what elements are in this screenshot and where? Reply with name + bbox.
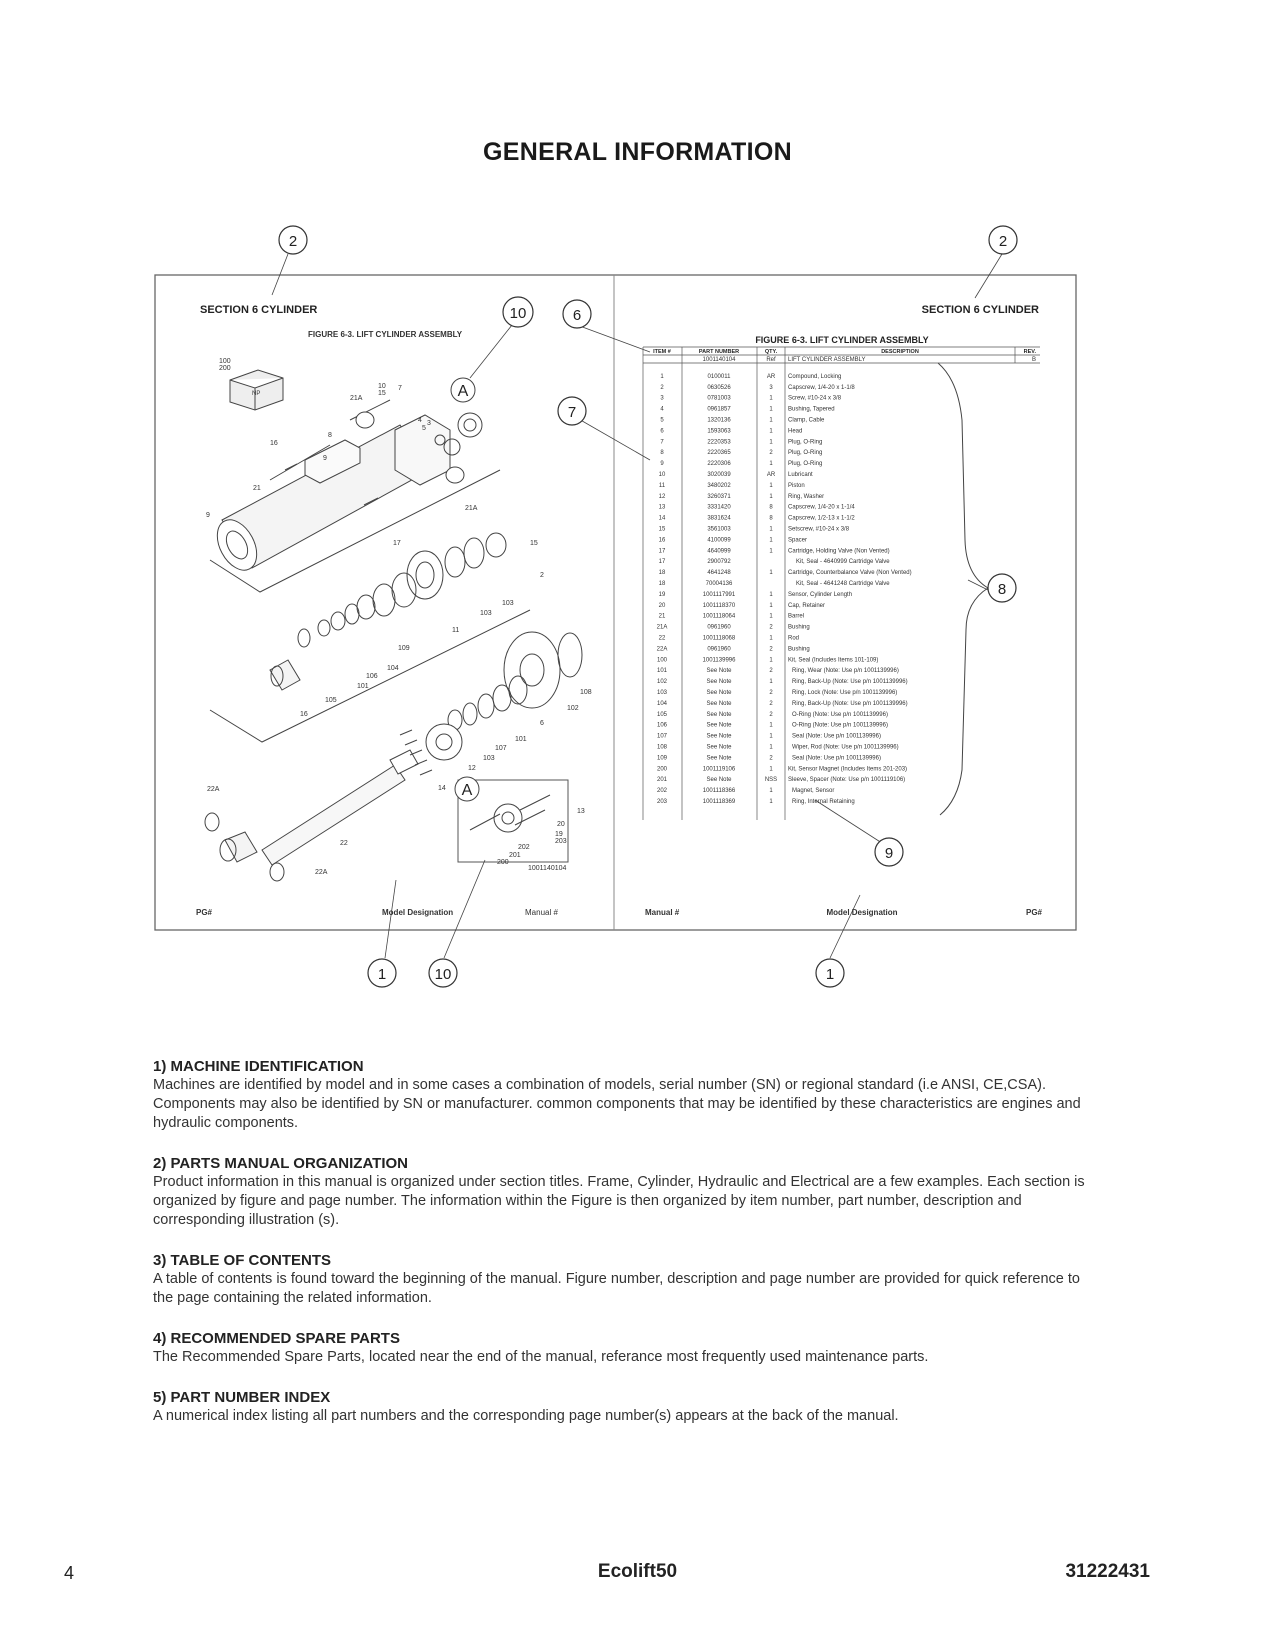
section-heading: 2) PARTS MANUAL ORGANIZATION bbox=[153, 1155, 408, 1172]
table-cell: 0630526 bbox=[707, 384, 731, 391]
table-cell: 1 bbox=[769, 548, 773, 555]
table-header-cell: QTY. bbox=[764, 349, 778, 355]
table-cell: 1001118369 bbox=[702, 799, 736, 805]
table-cell: 1593063 bbox=[707, 428, 731, 435]
table-cell: 1001119106 bbox=[702, 766, 736, 773]
diagram-label: 103 bbox=[502, 600, 514, 607]
diagram-label: 4 bbox=[418, 417, 422, 424]
table-cell: 1 bbox=[769, 482, 773, 489]
left-figure-title: FIGURE 6-3. LIFT CYLINDER ASSEMBLY bbox=[308, 330, 463, 339]
table-cell: Bushing bbox=[788, 624, 810, 631]
table-cell: Ring, Lock (Note: Use p/n 1001139996) bbox=[792, 690, 898, 696]
diagram-label: 13 bbox=[577, 808, 585, 815]
section-parts-manual-organization bbox=[153, 1155, 1103, 1230]
diagram-label: 9 bbox=[323, 455, 327, 462]
table-cell: Kit, Seal - 4641248 Cartridge Valve bbox=[796, 581, 890, 587]
diagram-label: 22 bbox=[340, 840, 348, 847]
diagram-label: 14 bbox=[438, 785, 446, 792]
table-cell: Magnet, Sensor bbox=[792, 788, 835, 795]
table-cell: LIFT CYLINDER ASSEMBLY bbox=[788, 357, 866, 363]
table-cell: 107 bbox=[656, 733, 668, 740]
section-heading: 3) TABLE OF CONTENTS bbox=[153, 1252, 332, 1269]
diagram-label: 3 bbox=[427, 420, 431, 427]
table-cell: 3 bbox=[769, 384, 773, 391]
diagram-label: 202 bbox=[518, 844, 530, 851]
table-cell: See Note bbox=[706, 722, 732, 729]
table-cell: Ring, Back-Up (Note: Use p/n 1001139996) bbox=[792, 700, 908, 707]
right-footer-model: Model Designation bbox=[826, 908, 898, 917]
footer-model: Ecolift50 bbox=[597, 1561, 678, 1582]
diagram-label: 21A bbox=[465, 505, 478, 512]
table-cell: 0961960 bbox=[707, 646, 731, 653]
left-footer-pg: PG# bbox=[196, 908, 213, 917]
table-cell: 2 bbox=[769, 711, 773, 718]
rod-cap-flange bbox=[504, 632, 560, 708]
callout-2-right: 2 bbox=[998, 233, 1008, 250]
table-cell: 1 bbox=[769, 657, 773, 664]
table-cell: Spacer bbox=[788, 537, 808, 544]
table-cell: 15 bbox=[658, 526, 666, 533]
section-body: Machines are identified by model and in some cases a combination of models, serial number (SN) or regional standard (i.e ANSI, CE,CSA). Components may also be identified by SN or manufacturer. common components that may be identified by these characteristics are engines and hydraulic components. bbox=[153, 1077, 1081, 1131]
table-cell: 1001118068 bbox=[702, 635, 736, 642]
table-cell: 0781003 bbox=[707, 395, 731, 402]
diagram-label: 16 bbox=[300, 711, 308, 718]
table-cell: 4 bbox=[660, 406, 664, 413]
diagram-label: 22A bbox=[207, 786, 220, 793]
diagram-label: 8 bbox=[328, 432, 332, 439]
table-cell: O-Ring (Note: Use p/n 1001139996) bbox=[792, 722, 888, 729]
detail-a-label: A bbox=[457, 383, 469, 400]
section-recommended-spare-parts bbox=[153, 1330, 1103, 1367]
table-header-cell: PART NUMBER bbox=[698, 349, 740, 355]
table-cell: 12 bbox=[658, 493, 666, 500]
detail-a-label: A bbox=[461, 782, 473, 799]
diagram-label: 21 bbox=[253, 485, 261, 492]
diagram-label: 201 bbox=[509, 852, 521, 859]
table-cell: 106 bbox=[656, 722, 668, 729]
diagram-label: 15 bbox=[378, 390, 386, 397]
callout-10-top: 10 bbox=[509, 305, 527, 322]
diagram-label: 101 bbox=[357, 683, 369, 690]
table-cell: Rod bbox=[788, 635, 800, 642]
table-cell: 0961857 bbox=[707, 406, 731, 413]
table-cell: 4100099 bbox=[707, 537, 731, 544]
table-cell: 109 bbox=[656, 755, 668, 762]
section-heading: 5) PART NUMBER INDEX bbox=[153, 1389, 331, 1406]
table-cell: Piston bbox=[788, 482, 805, 489]
diagram-label: 200 bbox=[497, 859, 509, 866]
table-cell: 1001118064 bbox=[702, 613, 736, 620]
callout-1-left: 1 bbox=[377, 966, 387, 983]
callout-9: 9 bbox=[884, 845, 894, 862]
table-cell: 104 bbox=[656, 700, 668, 707]
table-cell: 1 bbox=[769, 602, 773, 609]
table-cell: 22A bbox=[656, 646, 668, 653]
table-cell: 8 bbox=[660, 450, 664, 457]
table-cell: Ring, Washer bbox=[788, 493, 825, 500]
diagram-label: 20 bbox=[557, 821, 565, 828]
diagram-label: 21A bbox=[350, 395, 363, 402]
diagram-label: NP bbox=[252, 391, 261, 397]
diagram-label: 11 bbox=[452, 627, 460, 634]
table-cell: 2 bbox=[769, 624, 773, 631]
table-cell: 1 bbox=[769, 428, 773, 435]
callout-6: 6 bbox=[572, 307, 582, 324]
diagram-label: 108 bbox=[580, 689, 592, 696]
table-cell: 108 bbox=[656, 744, 668, 751]
table-cell: 1 bbox=[769, 570, 773, 577]
section-heading: 1) MACHINE IDENTIFICATION bbox=[153, 1058, 364, 1075]
table-cell: See Note bbox=[706, 679, 732, 686]
table-cell: Ring, Internal Retaining bbox=[792, 799, 855, 805]
table-cell: 70004136 bbox=[705, 581, 733, 587]
table-cell: 20 bbox=[658, 602, 666, 609]
table-cell: 1 bbox=[769, 799, 773, 805]
diagram-label: 15 bbox=[530, 540, 538, 547]
table-header-cell: REV. bbox=[1023, 349, 1036, 355]
exploded-cylinder-diagram bbox=[205, 370, 582, 881]
table-cell: B bbox=[1031, 357, 1036, 363]
table-cell: 3480202 bbox=[707, 482, 731, 489]
table-cell: Capscrew, 1/4-20 x 1-1/4 bbox=[788, 504, 855, 511]
table-cell: Seal (Note: Use p/n 1001139996) bbox=[792, 733, 881, 740]
table-cell: See Note bbox=[706, 733, 732, 740]
piston-rod bbox=[262, 765, 405, 865]
table-cell: 1 bbox=[769, 766, 773, 773]
table-cell: 101 bbox=[656, 668, 668, 675]
callout-2-left: 2 bbox=[288, 233, 298, 250]
table-cell: 21 bbox=[658, 613, 666, 620]
table-cell: 1 bbox=[769, 406, 773, 413]
table-cell: See Note bbox=[706, 744, 732, 751]
table-cell: 2220365 bbox=[707, 450, 731, 457]
table-cell: 7 bbox=[660, 439, 664, 446]
table-cell: 100 bbox=[656, 657, 668, 664]
callout-10-bottom: 10 bbox=[434, 966, 452, 983]
table-cell: 14 bbox=[658, 515, 666, 522]
table-cell: 1001117991 bbox=[702, 591, 736, 598]
footer-page-number: 4 bbox=[64, 1563, 75, 1583]
diagram-label: 105 bbox=[325, 697, 337, 704]
diagram-label: 103 bbox=[480, 610, 492, 617]
diagram-label: 103 bbox=[483, 755, 495, 762]
table-cell: 10 bbox=[658, 472, 666, 478]
table-cell: Compound, Locking bbox=[788, 373, 842, 380]
callout-7: 7 bbox=[567, 404, 577, 421]
table-cell: See Note bbox=[706, 700, 732, 707]
table-cell: Ring, Back-Up (Note: Use p/n 1001139996) bbox=[792, 679, 908, 686]
table-cell: 1 bbox=[769, 722, 773, 729]
footer-doc-number: 31222431 bbox=[1065, 1561, 1150, 1582]
table-cell: Head bbox=[788, 428, 803, 435]
table-cell: 2 bbox=[769, 690, 773, 696]
table-cell: See Note bbox=[706, 668, 732, 675]
table-cell: 9 bbox=[660, 461, 664, 468]
table-cell: 2220306 bbox=[707, 461, 731, 468]
table-cell: 3331420 bbox=[707, 504, 731, 511]
table-cell: 1 bbox=[769, 417, 773, 424]
table-cell: 22 bbox=[658, 635, 666, 642]
table-cell: 3561003 bbox=[707, 526, 731, 533]
table-cell: 2 bbox=[769, 668, 773, 675]
diagram-label: 17 bbox=[393, 540, 401, 547]
table-cell: 2220353 bbox=[707, 439, 731, 446]
table-cell: Setscrew, #10-24 x 3/8 bbox=[788, 526, 850, 533]
table-cell: Plug, O-Ring bbox=[788, 450, 823, 457]
table-cell: 2 bbox=[769, 646, 773, 653]
table-cell: AR bbox=[766, 472, 776, 478]
table-cell: 19 bbox=[658, 591, 666, 598]
diagram-label: 5 bbox=[422, 425, 426, 432]
table-cell: 2 bbox=[769, 700, 773, 707]
table-cell: 1 bbox=[769, 635, 773, 642]
table-cell: 1 bbox=[769, 788, 773, 795]
diagram-label: 19 bbox=[555, 831, 563, 838]
description-bracket bbox=[938, 363, 988, 815]
table-cell: 16 bbox=[658, 537, 666, 544]
left-footer-manual: Manual # bbox=[525, 908, 558, 917]
table-cell: Ring, Wear (Note: Use p/n 1001139996) bbox=[792, 668, 899, 675]
diagram-label: 16 bbox=[270, 440, 278, 447]
diagram-label: 6 bbox=[540, 720, 544, 727]
diagram-label: 200 bbox=[219, 365, 231, 372]
table-cell: Kit, Seal (Includes Items 101-109) bbox=[788, 657, 879, 664]
table-cell: See Note bbox=[706, 755, 732, 762]
table-cell: 1001139996 bbox=[702, 657, 736, 664]
table-cell: 0961960 bbox=[707, 624, 731, 631]
table-cell: Lubricant bbox=[788, 472, 813, 478]
diagram-label: 101 bbox=[515, 736, 527, 743]
table-cell: 105 bbox=[656, 711, 668, 718]
right-figure-title: FIGURE 6-3. LIFT CYLINDER ASSEMBLY bbox=[755, 335, 929, 345]
section-table-of-contents bbox=[153, 1252, 1103, 1308]
table-cell: Seal (Note: Use p/n 1001139996) bbox=[792, 755, 881, 762]
table-cell: 2 bbox=[660, 384, 664, 391]
section-body: A numerical index listing all part numbers and the corresponding page number(s) appears at the back of the manual. bbox=[153, 1408, 899, 1424]
table-cell: 1 bbox=[769, 679, 773, 686]
diagram-label: 7 bbox=[398, 385, 402, 392]
table-cell: 2 bbox=[769, 755, 773, 762]
table-cell: 2900792 bbox=[707, 559, 731, 566]
table-cell: See Note bbox=[706, 711, 732, 718]
right-footer-manual: Manual # bbox=[645, 908, 680, 917]
left-footer-model: Model Designation bbox=[382, 908, 454, 917]
section-body: Product information in this manual is organized under section titles. Frame, Cylinder, Hydraulic and Electrical are a few examples. Each section is organized by figure and page number. The information within the Figure is then organized by item number, part number, description and corresponding illustration (s). bbox=[153, 1174, 1085, 1228]
table-cell: 1 bbox=[769, 591, 773, 598]
diagram-label: 104 bbox=[387, 665, 399, 672]
table-cell: Capscrew, 1/2-13 x 1-1/2 bbox=[788, 515, 855, 522]
diagram-label: 2 bbox=[540, 572, 544, 579]
table-cell: 1 bbox=[660, 373, 664, 380]
table-cell: 1 bbox=[769, 439, 773, 446]
callout-8: 8 bbox=[997, 581, 1007, 598]
table-cell: 11 bbox=[658, 482, 666, 489]
table-cell: 200 bbox=[656, 766, 668, 773]
section-body: A table of contents is found toward the beginning of the manual. Figure number, description and page number are provided for quick reference to the page containing the related information. bbox=[153, 1271, 1080, 1306]
table-cell: 1 bbox=[769, 537, 773, 544]
table-cell: Sleeve, Spacer (Note: Use p/n 1001119106) bbox=[788, 777, 906, 784]
table-cell: 3 bbox=[660, 395, 664, 402]
table-cell: 1001140104 bbox=[702, 357, 736, 363]
table-cell: 21A bbox=[656, 624, 668, 631]
table-cell: Bushing bbox=[788, 646, 810, 653]
table-cell: Kit, Sensor Magnet (Includes Items 201-203) bbox=[788, 766, 908, 773]
table-cell: 3831624 bbox=[707, 515, 731, 522]
table-cell: Plug, O-Ring bbox=[788, 461, 823, 468]
table-cell: AR bbox=[766, 373, 776, 380]
diagram-label: 107 bbox=[495, 745, 507, 752]
table-cell: 1 bbox=[769, 395, 773, 402]
table-cell: 103 bbox=[656, 690, 668, 696]
table-cell: 4640999 bbox=[707, 548, 731, 555]
table-cell: Plug, O-Ring bbox=[788, 439, 823, 446]
callout-1-right: 1 bbox=[825, 966, 835, 983]
table-cell: 8 bbox=[769, 515, 773, 522]
right-section-title: SECTION 6 CYLINDER bbox=[921, 304, 1039, 316]
info-sections bbox=[153, 1058, 1103, 1448]
diagram-label: 102 bbox=[567, 705, 579, 712]
table-cell: NSS bbox=[764, 777, 778, 784]
table-cell: 1 bbox=[769, 526, 773, 533]
table-cell: 1 bbox=[769, 493, 773, 500]
section-heading: 4) RECOMMENDED SPARE PARTS bbox=[153, 1330, 400, 1347]
table-cell: Cap, Retainer bbox=[788, 602, 826, 609]
diagram-label: 12 bbox=[468, 765, 476, 772]
diagram-label: 10 bbox=[378, 383, 386, 390]
table-cell: 1001118370 bbox=[702, 602, 736, 609]
table-cell: Kit, Seal - 4640999 Cartridge Valve bbox=[796, 559, 890, 566]
diagram-label: 203 bbox=[555, 838, 567, 845]
table-cell: 2 bbox=[769, 450, 773, 457]
table-cell: 1 bbox=[769, 461, 773, 468]
table-cell: Cartridge, Counterbalance Valve (Non Vented) bbox=[788, 570, 912, 577]
section-body: The Recommended Spare Parts, located near the end of the manual, referance most frequently used maintenance parts. bbox=[153, 1349, 929, 1365]
table-cell: O-Ring (Note: Use p/n 1001139996) bbox=[792, 711, 888, 718]
table-header-cell: DESCRIPTION bbox=[881, 349, 919, 355]
table-cell: 5 bbox=[660, 417, 664, 424]
table-cell: See Note bbox=[706, 690, 732, 696]
table-cell: 1320136 bbox=[707, 417, 731, 424]
table-cell: 203 bbox=[656, 799, 668, 805]
table-cell: 8 bbox=[769, 504, 773, 511]
diagram-label: 9 bbox=[206, 512, 210, 519]
table-cell: 1001118366 bbox=[702, 788, 736, 795]
table-cell: 1 bbox=[769, 613, 773, 620]
table-cell: 202 bbox=[656, 788, 668, 795]
table-cell: 6 bbox=[660, 428, 664, 435]
diagram-label: 109 bbox=[398, 645, 410, 652]
diagram-label: 22A bbox=[315, 869, 328, 876]
table-cell: Clamp, Cable bbox=[788, 417, 825, 424]
table-cell: Cartridge, Holding Valve (Non Vented) bbox=[788, 548, 890, 555]
seal-kit-box bbox=[230, 370, 283, 410]
table-cell: 3260371 bbox=[707, 493, 731, 500]
table-cell: 4641248 bbox=[707, 570, 731, 577]
table-cell: 17 bbox=[658, 548, 666, 555]
table-cell: 13 bbox=[658, 504, 666, 511]
table-cell: 18 bbox=[658, 570, 666, 577]
diagram-label: 106 bbox=[366, 673, 378, 680]
table-cell: 1 bbox=[769, 744, 773, 751]
table-cell: Bushing, Tapered bbox=[788, 406, 835, 413]
section-part-number-index bbox=[153, 1389, 1103, 1426]
table-cell: 18 bbox=[658, 581, 666, 587]
table-cell: 17 bbox=[658, 559, 666, 566]
diagram-label: 1001140104 bbox=[528, 865, 567, 872]
table-cell: Wiper, Rod (Note: Use p/n 1001139996) bbox=[792, 744, 899, 751]
table-cell: 3020039 bbox=[707, 472, 731, 478]
table-cell: See Note bbox=[706, 777, 732, 784]
table-cell: Capscrew, 1/4-20 x 1-1/8 bbox=[788, 384, 855, 391]
left-section-title: SECTION 6 CYLINDER bbox=[200, 304, 318, 316]
table-cell: Sensor, Cylinder Length bbox=[788, 591, 853, 598]
table-cell: Ref bbox=[766, 357, 776, 363]
table-header-cell: ITEM # bbox=[653, 349, 671, 355]
diagram-label: 100 bbox=[219, 358, 231, 365]
table-cell: 1 bbox=[769, 733, 773, 740]
page-title: GENERAL INFORMATION bbox=[483, 138, 792, 166]
table-cell: 201 bbox=[656, 777, 668, 784]
table-cell: Barrel bbox=[788, 613, 805, 620]
section-machine-identification bbox=[153, 1058, 1103, 1133]
table-cell: 102 bbox=[656, 679, 668, 686]
table-cell: Screw, #10-24 x 3/8 bbox=[788, 395, 842, 402]
right-footer-pg: PG# bbox=[1025, 908, 1042, 917]
table-cell: 0100011 bbox=[707, 373, 731, 380]
